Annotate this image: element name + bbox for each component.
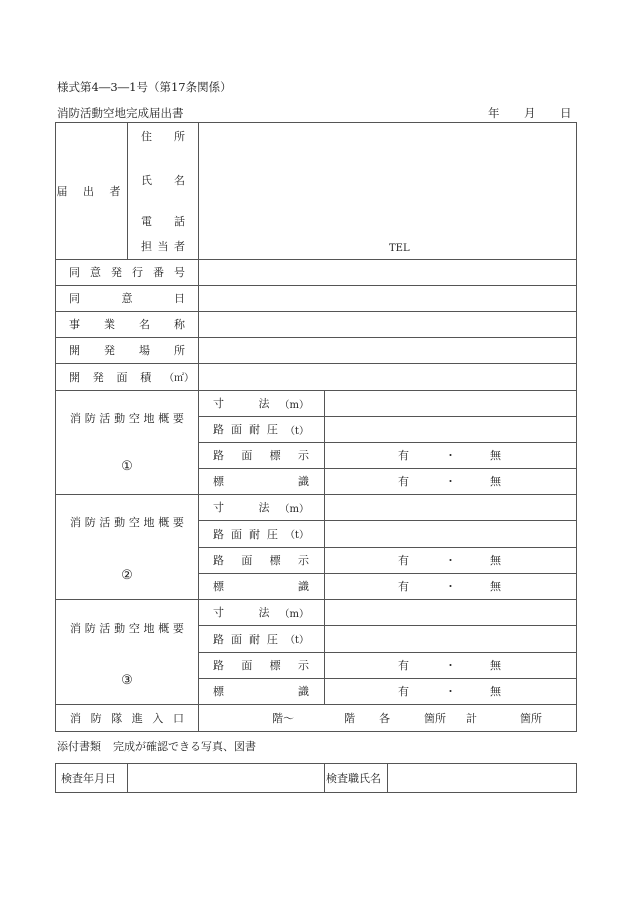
area-3-sign-yes[interactable]: 有 (398, 685, 409, 698)
area-1-title: 消 防 活 動 空 地 概 要 (70, 412, 184, 425)
attachments-text: 完成が確認できる写真、図書 (113, 740, 256, 753)
name-label: 氏 名 (141, 174, 185, 187)
area-1-number: ① (121, 458, 133, 474)
inspector-name-field[interactable] (388, 764, 576, 792)
divider (324, 763, 325, 793)
area-2-dimension-label: 寸 法 （m） (213, 501, 309, 515)
document-title: 消防活動空地完成届出書 (57, 106, 184, 120)
area-3-sign-label: 標 識 (213, 685, 309, 698)
applicant-label: 届 出 者 (56, 185, 127, 198)
area-1-sign-label: 標 識 (213, 475, 309, 488)
project-name-label: 事 業 名 称 (69, 318, 185, 331)
date-month-label: 月 (524, 106, 536, 120)
separator-dot: ・ (445, 580, 456, 593)
project-name-field[interactable] (199, 312, 576, 337)
name-field[interactable] (199, 160, 576, 200)
area-2-title: 消 防 活 動 空 地 概 要 (70, 516, 184, 529)
floor-from-label: 階～ (272, 712, 294, 725)
area-1-road-load-label: 路 面 耐 圧 （t） (213, 423, 309, 437)
area-3-road-marking-label: 路 面 標 示 (213, 659, 309, 672)
area-1-road-marking-yes[interactable]: 有 (398, 449, 409, 462)
attachments-label: 添付書類 (57, 740, 101, 753)
fire-entrance-label: 消 防 隊 進 入 口 (70, 712, 184, 725)
separator-dot: ・ (445, 554, 456, 567)
consent-date-label: 同 意 日 (69, 292, 185, 305)
tel-label: TEL (389, 242, 410, 254)
form-number: 様式第4―3―1号（第17条関係） (57, 80, 232, 94)
inspection-date-field[interactable] (128, 764, 324, 792)
consent-number-field[interactable] (199, 260, 576, 285)
places-label-2: 箇所 (520, 712, 542, 725)
development-site-label: 開 発 場 所 (69, 344, 185, 357)
area-2-number: ② (121, 567, 133, 583)
separator-dot: ・ (445, 449, 456, 462)
area-3-road-load-label: 路 面 耐 圧 （t） (213, 632, 309, 646)
area-1-dimension-field[interactable] (325, 391, 576, 416)
area-1-dimension-label: 寸 法 （m） (213, 397, 309, 411)
area-3-sign-no[interactable]: 無 (490, 685, 501, 698)
area-2-road-load-label: 路 面 耐 圧 （t） (213, 527, 309, 541)
total-label: 計 (466, 712, 477, 725)
development-area-label: 開 発 面 積 （㎡） (69, 370, 194, 384)
floor-to-label: 階 (344, 712, 355, 725)
development-site-field[interactable] (199, 338, 576, 363)
inspector-name-label: 検査職氏名 (326, 772, 381, 785)
area-3-title: 消 防 活 動 空 地 概 要 (70, 622, 184, 635)
floor-to-field[interactable] (305, 708, 341, 728)
area-3-number: ③ (121, 672, 133, 688)
phone-field[interactable] (199, 205, 389, 235)
development-area-field[interactable] (199, 364, 576, 390)
separator-dot: ・ (445, 685, 456, 698)
area-2-sign-no[interactable]: 無 (490, 580, 501, 593)
area-3-road-load-field[interactable] (325, 626, 576, 652)
each-label: 各 (379, 712, 390, 725)
area-2-road-marking-no[interactable]: 無 (490, 554, 501, 567)
area-2-sign-yes[interactable]: 有 (398, 580, 409, 593)
area-2-dimension-field[interactable] (325, 495, 576, 520)
inspection-date-label: 検査年月日 (61, 772, 116, 785)
contact-person-field[interactable] (199, 236, 379, 258)
address-field[interactable] (199, 123, 576, 153)
area-3-dimension-field[interactable] (325, 600, 576, 625)
area-2-road-marking-yes[interactable]: 有 (398, 554, 409, 567)
area-1-road-load-field[interactable] (325, 417, 576, 442)
places-each-field[interactable] (394, 708, 424, 728)
area-2-road-load-field[interactable] (325, 521, 576, 547)
area-3-road-marking-yes[interactable]: 有 (398, 659, 409, 672)
address-label: 住 所 (141, 130, 185, 143)
phone-label: 電 話 (141, 215, 185, 228)
date-day-label: 日 (560, 106, 572, 120)
places-total-field[interactable] (482, 708, 518, 728)
consent-number-label: 同 意 発 行 番 号 (69, 266, 185, 279)
area-2-sign-label: 標 識 (213, 580, 309, 593)
separator-dot: ・ (445, 659, 456, 672)
area-1-road-marking-no[interactable]: 無 (490, 449, 501, 462)
contact-person-label: 担 当 者 (141, 240, 185, 253)
consent-date-field[interactable] (199, 286, 576, 311)
date-year-label: 年 (488, 106, 500, 120)
separator-dot: ・ (445, 475, 456, 488)
divider (127, 122, 128, 259)
area-2-road-marking-label: 路 面 標 示 (213, 554, 309, 567)
area-1-sign-yes[interactable]: 有 (398, 475, 409, 488)
area-3-road-marking-no[interactable]: 無 (490, 659, 501, 672)
floor-from-field[interactable] (210, 708, 270, 728)
area-3-dimension-label: 寸 法 （m） (213, 606, 309, 620)
area-1-road-marking-label: 路 面 標 示 (213, 449, 309, 462)
area-1-sign-no[interactable]: 無 (490, 475, 501, 488)
places-label-1: 箇所 (424, 712, 446, 725)
tel-field[interactable] (410, 236, 576, 258)
